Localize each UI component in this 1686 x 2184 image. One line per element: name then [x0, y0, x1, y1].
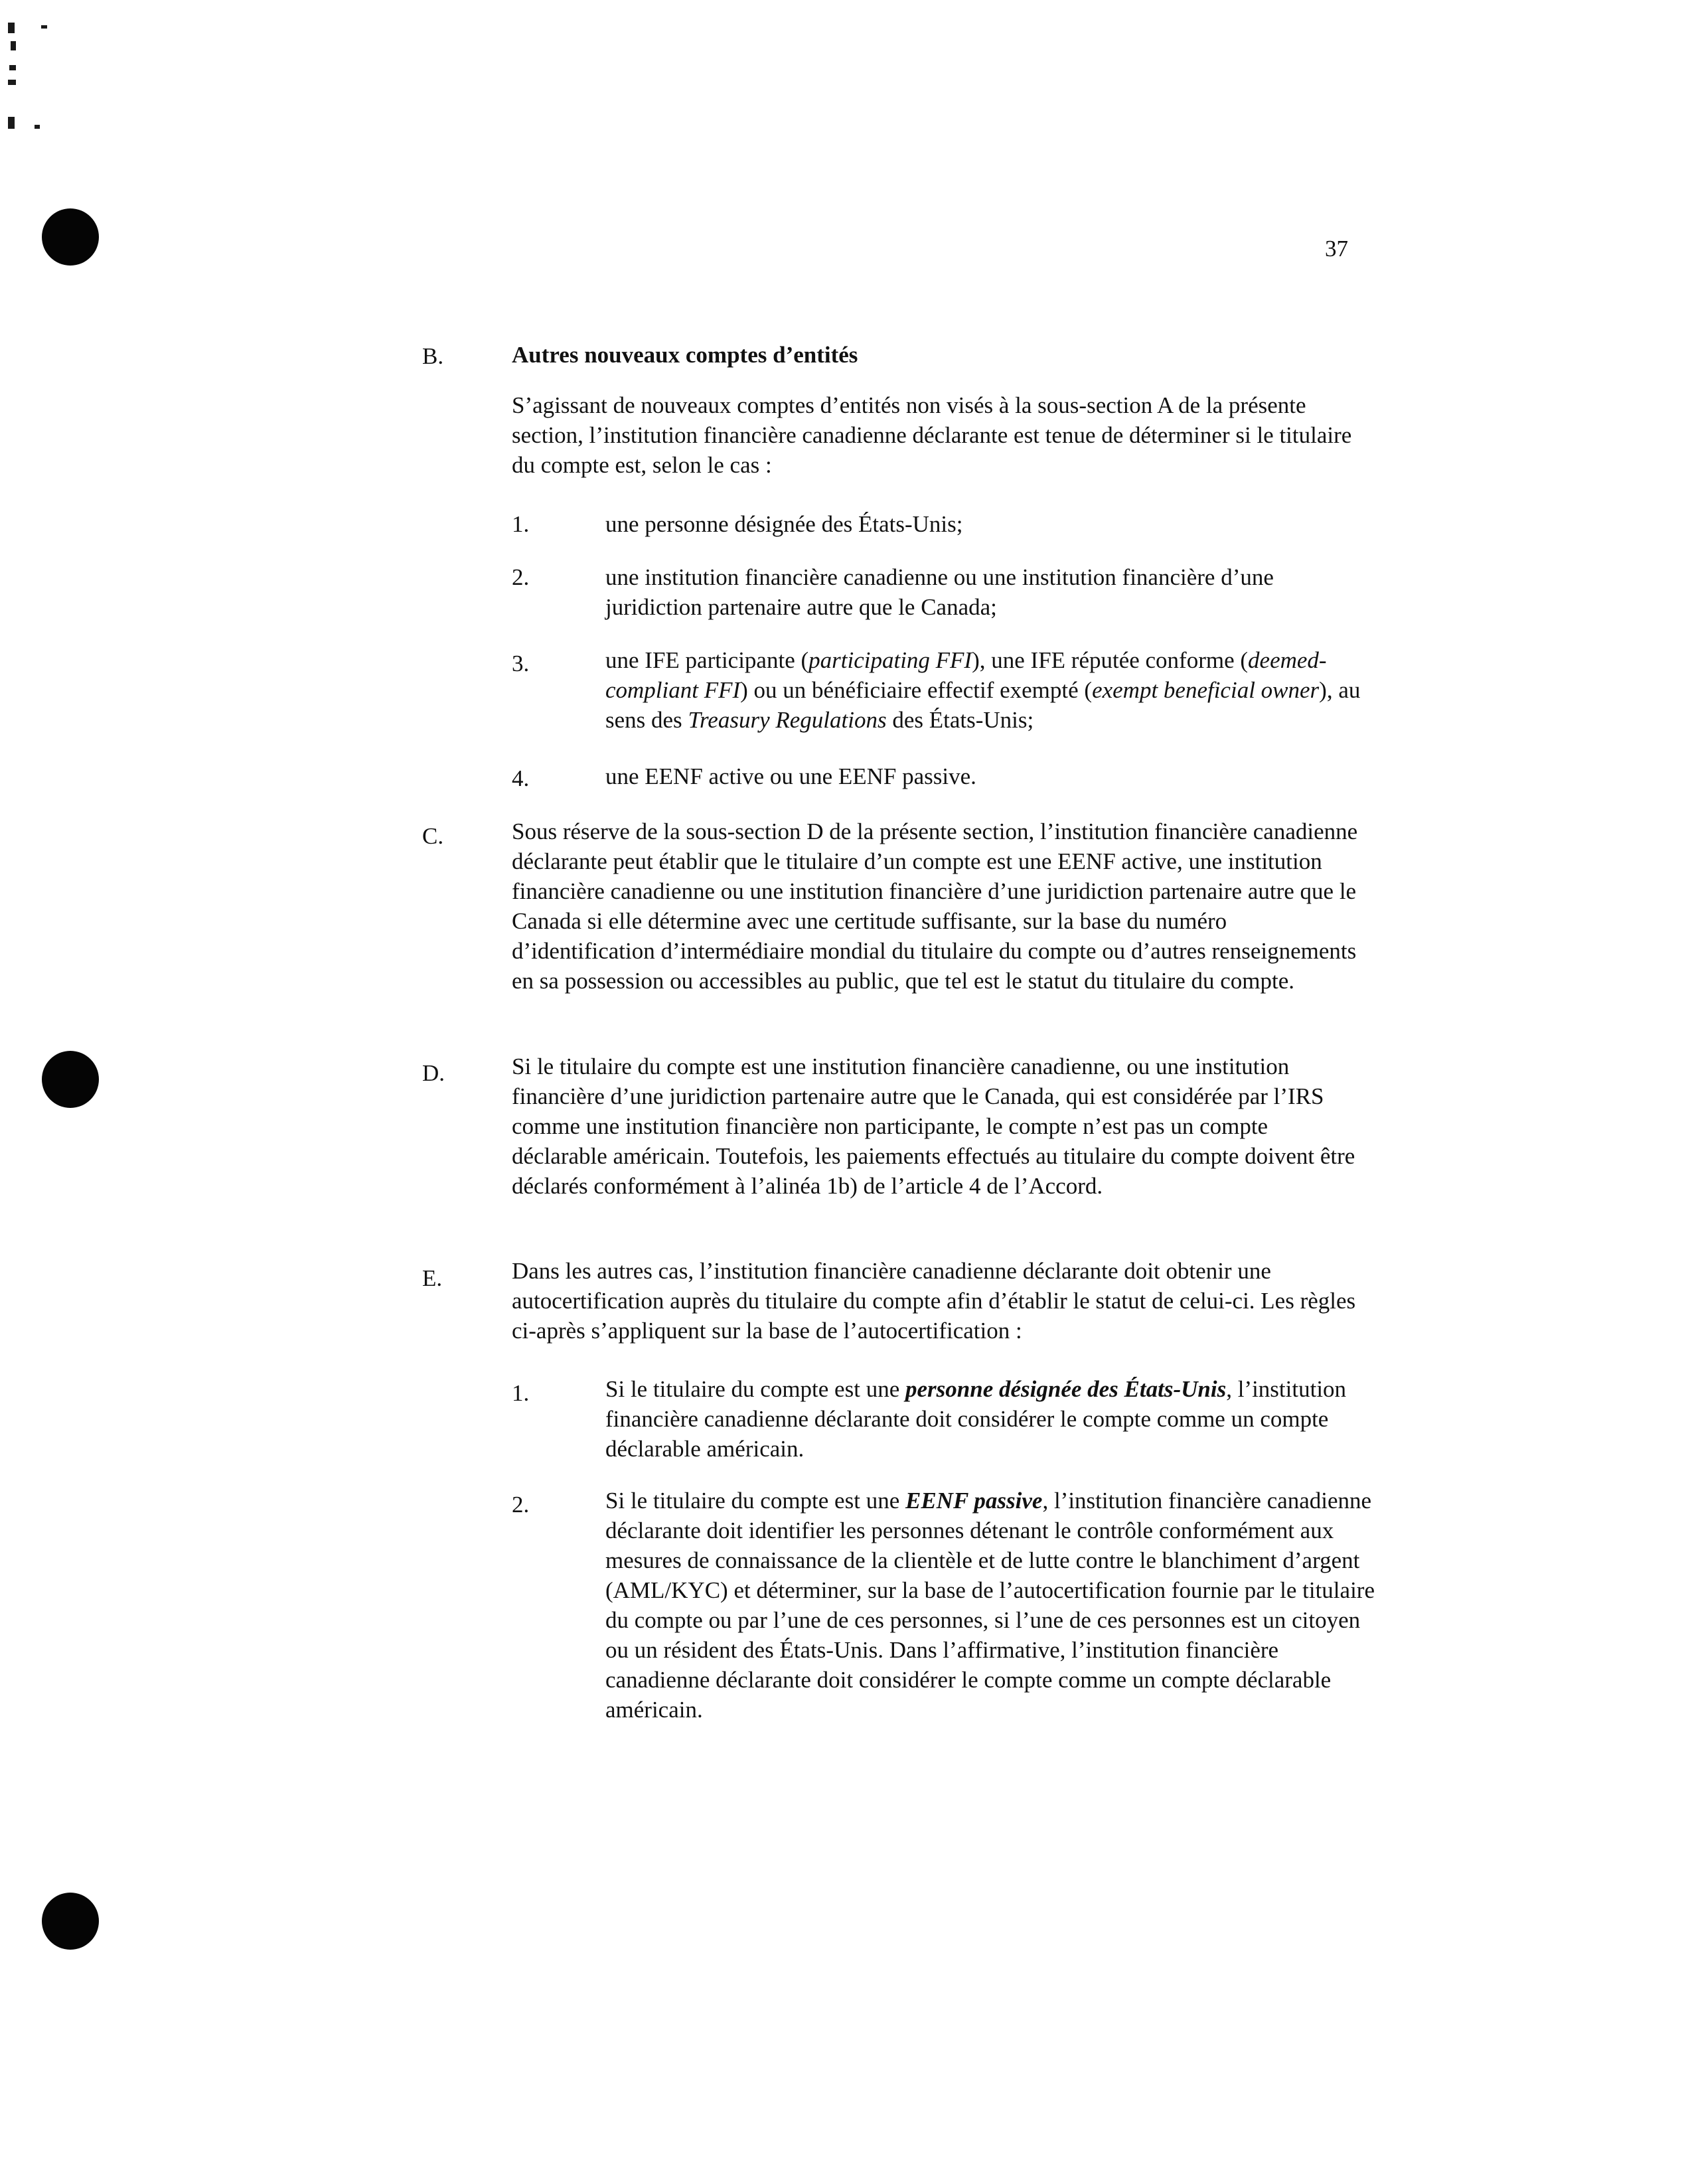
item-text-segment: , l’institution financière canadienne déclarante doit identifier les personnes détenant le contrôle conformément aux mesures de connaissance de la clientèle et de lutte contre le blanchiment d’argent (AML/KYC) et déterminer, sur la base de l’autocertification fournie par le titulaire du compte ou par l’une de ces personnes, si l’une de ces personnes est un citoyen ou un résident des États-Unis. Dans l’affirmative, l’institution financière canadienne déclarante doit considérer le compte comme un compte déclarable américain. [605, 1488, 1375, 1723]
section-b-intro: S’agissant de nouveaux comptes d’entités non visés à la sous-section A de la présente section, l’institution financière canadienne déclarante est tenue de déterminer si le titulaire du compte est, selon le cas : [512, 392, 1352, 478]
page-number: 37 [1325, 236, 1348, 262]
section-b-heading: Autres nouveaux comptes d’entités [512, 342, 858, 368]
item-3-term-deemed-compliant-ffi: deemed-compliant FFI [605, 647, 1327, 703]
item-3-term-exempt-beneficial-owner: exempt beneficial owner [1092, 677, 1320, 703]
item-text-segment: Si le titulaire du compte est une [605, 1488, 905, 1514]
emphasis-personne-designee: personne désignée des États-Unis [905, 1376, 1227, 1402]
scan-speck [8, 80, 16, 85]
punch-hole-bottom [42, 1893, 99, 1950]
scan-speck [8, 117, 15, 129]
section-b-item-4-number: 4. [512, 765, 530, 791]
item-3-term-participating-ffi: participating FFI [808, 647, 972, 673]
punch-hole-middle [42, 1051, 99, 1108]
scan-speck [9, 65, 16, 70]
item-text-segment: , l’institution financière canadienne déclarante doit considérer le compte comme un compte déclarable américain. [605, 1376, 1347, 1462]
section-d-text: Si le titulaire du compte est une institution financière canadienne, ou une institution financière d’une juridiction partenaire autre que le Canada, qui est considérée par l’IRS comme une institution financière non participante, le compte n’est pas un compte déclarable américain. Toutefois, les paiements effectués au titulaire du compte doivent être déclarés conformément à l’alinéa 1b) de l’article 4 de l’Accord. [512, 1053, 1355, 1199]
emphasis-eenf-passive: EENF passive [905, 1488, 1043, 1514]
section-e-text: Dans les autres cas, l’institution financière canadienne déclarante doit obtenir une autocertification auprès du titulaire du compte afin d’établir le statut de celui-ci. Les règles ci-après s’appliquent sur la base de l’autocertification : [512, 1258, 1356, 1344]
section-b-letter: B. [422, 343, 444, 369]
scan-speck [41, 25, 47, 29]
item-3-text-segment: ), au sens des [605, 677, 1361, 733]
section-e-item-1-number: 1. [512, 1380, 530, 1406]
item-3-text-segment: ), une IFE réputée conforme ( [972, 647, 1249, 673]
scan-speck [11, 41, 16, 50]
section-e-item-1-text [605, 1374, 1375, 1464]
scan-speck [8, 23, 15, 33]
item-3-text-segment: une IFE participante ( [605, 647, 809, 673]
section-d-letter: D. [422, 1060, 445, 1086]
section-e-letter: E. [422, 1265, 443, 1291]
item-3-term-treasury-regulations: Treasury Regulations [688, 707, 887, 733]
item-text-segment: Si le titulaire du compte est une [605, 1376, 905, 1402]
section-e-item-2-text [605, 1486, 1375, 1725]
section-c-letter: C. [422, 823, 444, 849]
section-e-item-2-number: 2. [512, 1492, 530, 1518]
item-3-text-segment: des États-Unis; [886, 707, 1034, 733]
section-b-item-3-text [605, 645, 1375, 735]
item-3-text-segment: ) ou un bénéficiaire effectif exempté ( [740, 677, 1093, 703]
section-b-item-2-text: une institution financière canadienne ou une institution financière d’une juridiction partenaire autre que le Canada; [605, 564, 1274, 620]
section-c-text: Sous réserve de la sous-section D de la présente section, l’institution financière canadienne déclarante peut établir que le titulaire d’un compte est une EENF active, une institution financière canadienne ou une institution financière d’une juridiction partenaire autre que le Canada si elle détermine avec une certitude suffisante, sur la base du numéro d’identification d’intermédiaire mondial du titulaire du compte ou d’autres renseignements en sa possession ou accessibles au public, que tel est le statut du titulaire du compte. [512, 819, 1358, 994]
section-b-item-2-number: 2. [512, 564, 530, 590]
section-b-item-3-number: 3. [512, 651, 530, 676]
section-b-item-1-number: 1. [512, 511, 530, 537]
punch-hole-top [42, 208, 99, 266]
section-b-item-4-text: une EENF active ou une EENF passive. [605, 763, 976, 789]
scan-speck [35, 125, 40, 129]
section-b-item-1-text: une personne désignée des États-Unis; [605, 511, 963, 537]
